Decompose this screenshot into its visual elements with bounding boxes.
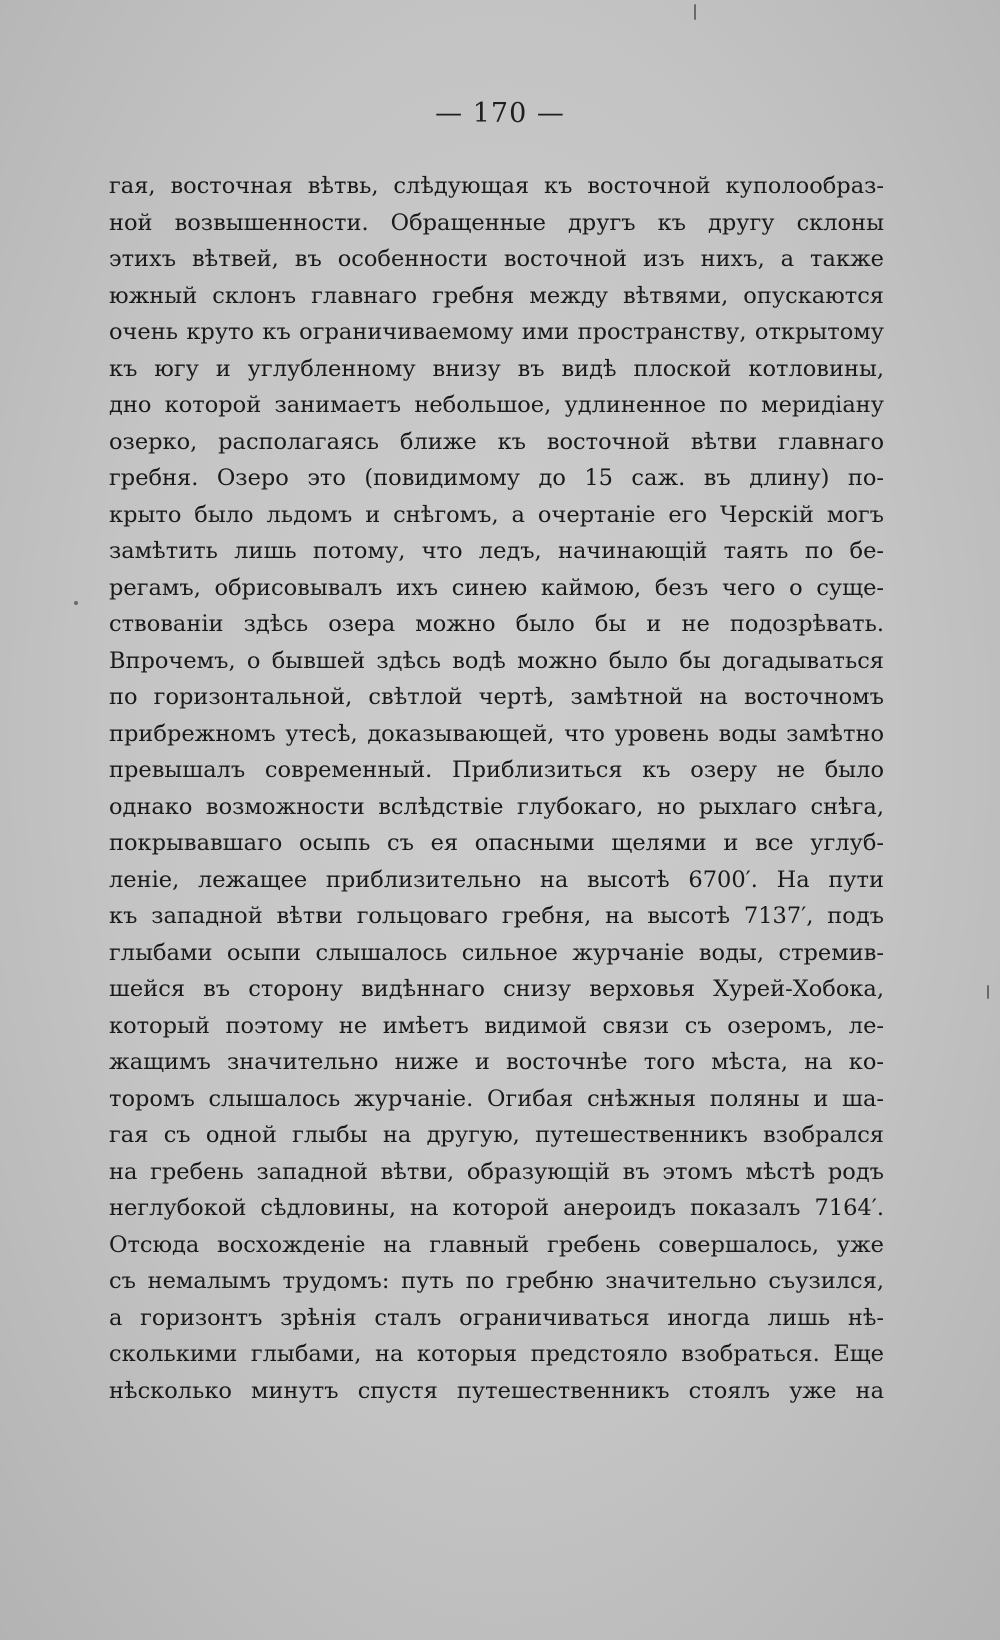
text-line: гая съ одной глыбы на другую, путешественникъ взобрался (109, 1122, 884, 1148)
text-line: крыто было льдомъ и снѣгомъ, а очертаніе его Черскій могъ (109, 501, 884, 528)
body-text (109, 168, 884, 1409)
paper-speck (987, 985, 989, 999)
text-line: замѣтить лишь потому, что ледъ, начинающій таять по бе- (109, 538, 884, 564)
text-line: леніе, лежащее приблизительно на высотѣ 6700′. На пути (109, 866, 884, 893)
text-line: ной возвышенности. Обращенные другъ къ другу склоны (109, 209, 884, 236)
text-line: сколькими глыбами, на которыя предстояло взобраться. Еще (109, 1341, 884, 1367)
page-number: — 170 — (435, 98, 565, 129)
text-line: превышалъ современный. Приблизиться къ озеру не было (109, 757, 884, 783)
text-line: жащимъ значительно ниже и восточнѣе того мѣста, на ко- (109, 1049, 884, 1075)
text-line: съ немалымъ трудомъ: путь по гребню значительно съузился, (109, 1268, 884, 1294)
text-line: который поэтому не имѣетъ видимой связи съ озеромъ, ле- (109, 1012, 884, 1039)
text-line: шейся въ сторону видѣннаго снизу верховья Хурей-Хобока, (109, 976, 884, 1002)
text-line: а горизонтъ зрѣнія сталъ ограничиваться иногда лишь нѣ- (109, 1304, 884, 1331)
text-line: однако возможности вслѣдствіе глубокаго, но рыхлаго снѣга, (109, 793, 884, 820)
text-line: Отсюда восхожденіе на главный гребень совершалось, уже (109, 1231, 884, 1258)
paper-speck (74, 601, 78, 605)
text-line: на гребень западной вѣтви, образующій въ этомъ мѣстѣ родъ (109, 1158, 884, 1185)
text-line: дно которой занимаетъ небольшое, удлиненное по меридіану (109, 392, 884, 418)
text-line: этихъ вѣтвей, въ особенности восточной изъ нихъ, а также (109, 246, 884, 272)
text-line: ствованіи здѣсь озера можно было бы и не подозрѣвать. (109, 611, 884, 637)
text-line: глыбами осыпи слышалось сильное журчаніе воды, стремив- (109, 939, 884, 966)
text-line: регамъ, обрисовывалъ ихъ синею каймою, безъ чего о суще- (109, 574, 884, 601)
text-line: гребня. Озеро это (повидимому до 15 саж. въ длину) по- (109, 465, 884, 491)
text-line: нѣсколько минутъ спустя путешественникъ стоялъ уже на (109, 1377, 884, 1404)
text-line: неглубокой сѣдловины, на которой анероидъ показалъ 7164′. (109, 1195, 884, 1221)
text-line: озерко, располагаясь ближе къ восточной вѣтви главнаго (109, 428, 884, 455)
text-line: Впрочемъ, о бывшей здѣсь водѣ можно было бы догадываться (109, 647, 884, 674)
text-line: торомъ слышалось журчаніе. Огибая снѣжныя поляны и ша- (109, 1085, 884, 1112)
text-line: къ западной вѣтви гольцоваго гребня, на высотѣ 7137′, подъ (109, 903, 884, 929)
text-line: покрывавшаго осыпь съ ея опасными щелями и все углуб- (109, 830, 884, 856)
text-line: южный склонъ главнаго гребня между вѣтвями, опускаются (109, 282, 884, 309)
text-line: по горизонтальной, свѣтлой чертѣ, замѣтной на восточномъ (109, 684, 884, 710)
text-line: къ югу и углубленному внизу въ видѣ плоской котловины, (109, 355, 884, 382)
text-line: прибрежномъ утесѣ, доказывающей, что уровень воды замѣтно (109, 720, 884, 747)
text-line: гая, восточная вѣтвь, слѣдующая къ восточной куполообраз- (109, 173, 884, 199)
paper-speck (694, 4, 696, 20)
text-line: очень круто къ ограничиваемому ими пространству, открытому (109, 319, 884, 345)
